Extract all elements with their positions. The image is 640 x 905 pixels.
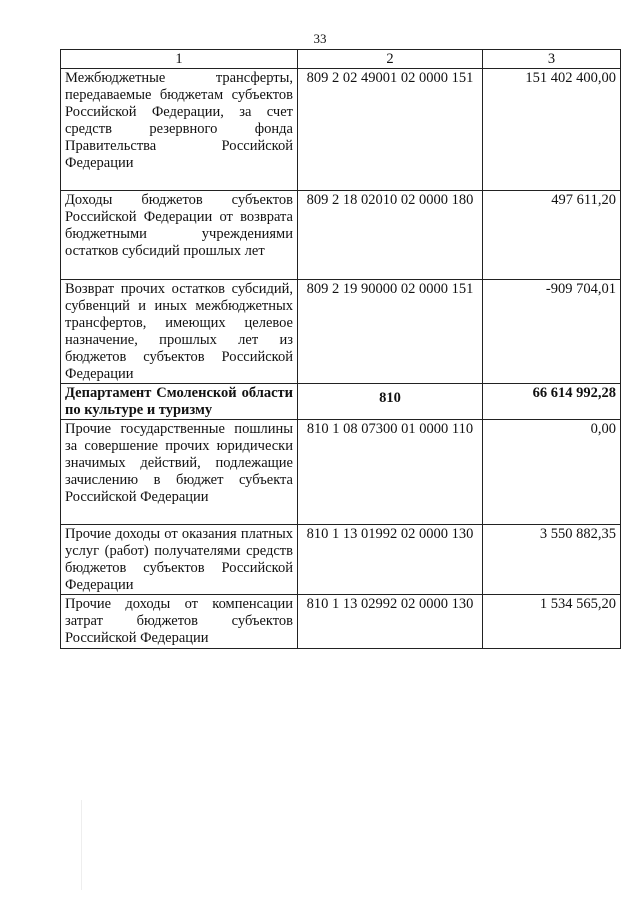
revenue-name-cell: Межбюджетные трансферты, передаваемые бюджетам субъектов Российской Федерации, за счет средств резервного фонда Правительства Российской Федерации <box>61 69 298 191</box>
revenue-name-cell: Прочие государственные пошлины за совершение прочих юридически значимых действий, подлежащие зачислению в бюджет субъекта Российской Федерации <box>61 420 298 525</box>
page-number: 33 <box>313 31 327 46</box>
revenue-code-cell: 809 2 02 49001 02 0000 151 <box>298 69 483 191</box>
revenue-name-cell: Возврат прочих остатков субсидий, субвенций и иных межбюджетных трансфертов, имеющих целевое назначение, прошлых лет из бюджетов субъектов Российской Федерации <box>61 280 298 384</box>
department-name-cell: Департамент Смоленской области по культуре и туризму <box>61 384 298 420</box>
table-header-row <box>61 50 621 69</box>
revenue-amount-cell: -909 704,01 <box>483 280 621 384</box>
revenue-code-cell: 810 1 13 01992 02 0000 130 <box>298 525 483 595</box>
revenue-name-cell: Прочие доходы от компенсации затрат бюджетов субъектов Российской Федерации <box>61 595 298 649</box>
revenue-amount-cell: 1 534 565,20 <box>483 595 621 649</box>
revenue-code-cell: 809 2 18 02010 02 0000 180 <box>298 191 483 280</box>
column-header-3: 3 <box>483 50 621 69</box>
revenue-name-cell: Доходы бюджетов субъектов Российской Федерации от возврата бюджетными учреждениями остатков субсидий прошлых лет <box>61 191 298 280</box>
scan-artifact-line <box>81 800 82 890</box>
table-row <box>61 69 621 191</box>
department-row <box>61 384 621 420</box>
department-amount-cell: 66 614 992,28 <box>483 384 621 420</box>
revenue-name-cell: Прочие доходы от оказания платных услуг (работ) получателями средств бюджетов субъектов Российской Федерации <box>61 525 298 595</box>
revenue-amount-cell: 497 611,20 <box>483 191 621 280</box>
revenue-code-cell: 809 2 19 90000 02 0000 151 <box>298 280 483 384</box>
revenue-code-cell: 810 1 13 02992 02 0000 130 <box>298 595 483 649</box>
revenue-code-cell: 810 1 08 07300 01 0000 110 <box>298 420 483 525</box>
revenue-amount-cell: 3 550 882,35 <box>483 525 621 595</box>
table-row <box>61 525 621 595</box>
table-row <box>61 191 621 280</box>
table-row <box>61 420 621 525</box>
revenue-amount-cell: 0,00 <box>483 420 621 525</box>
column-header-1: 1 <box>61 50 298 69</box>
department-code-cell: 810 <box>298 384 483 420</box>
revenue-amount-cell: 151 402 400,00 <box>483 69 621 191</box>
table-row <box>61 595 621 649</box>
budget-revenue-table <box>60 49 621 649</box>
table-row <box>61 280 621 384</box>
column-header-2: 2 <box>298 50 483 69</box>
